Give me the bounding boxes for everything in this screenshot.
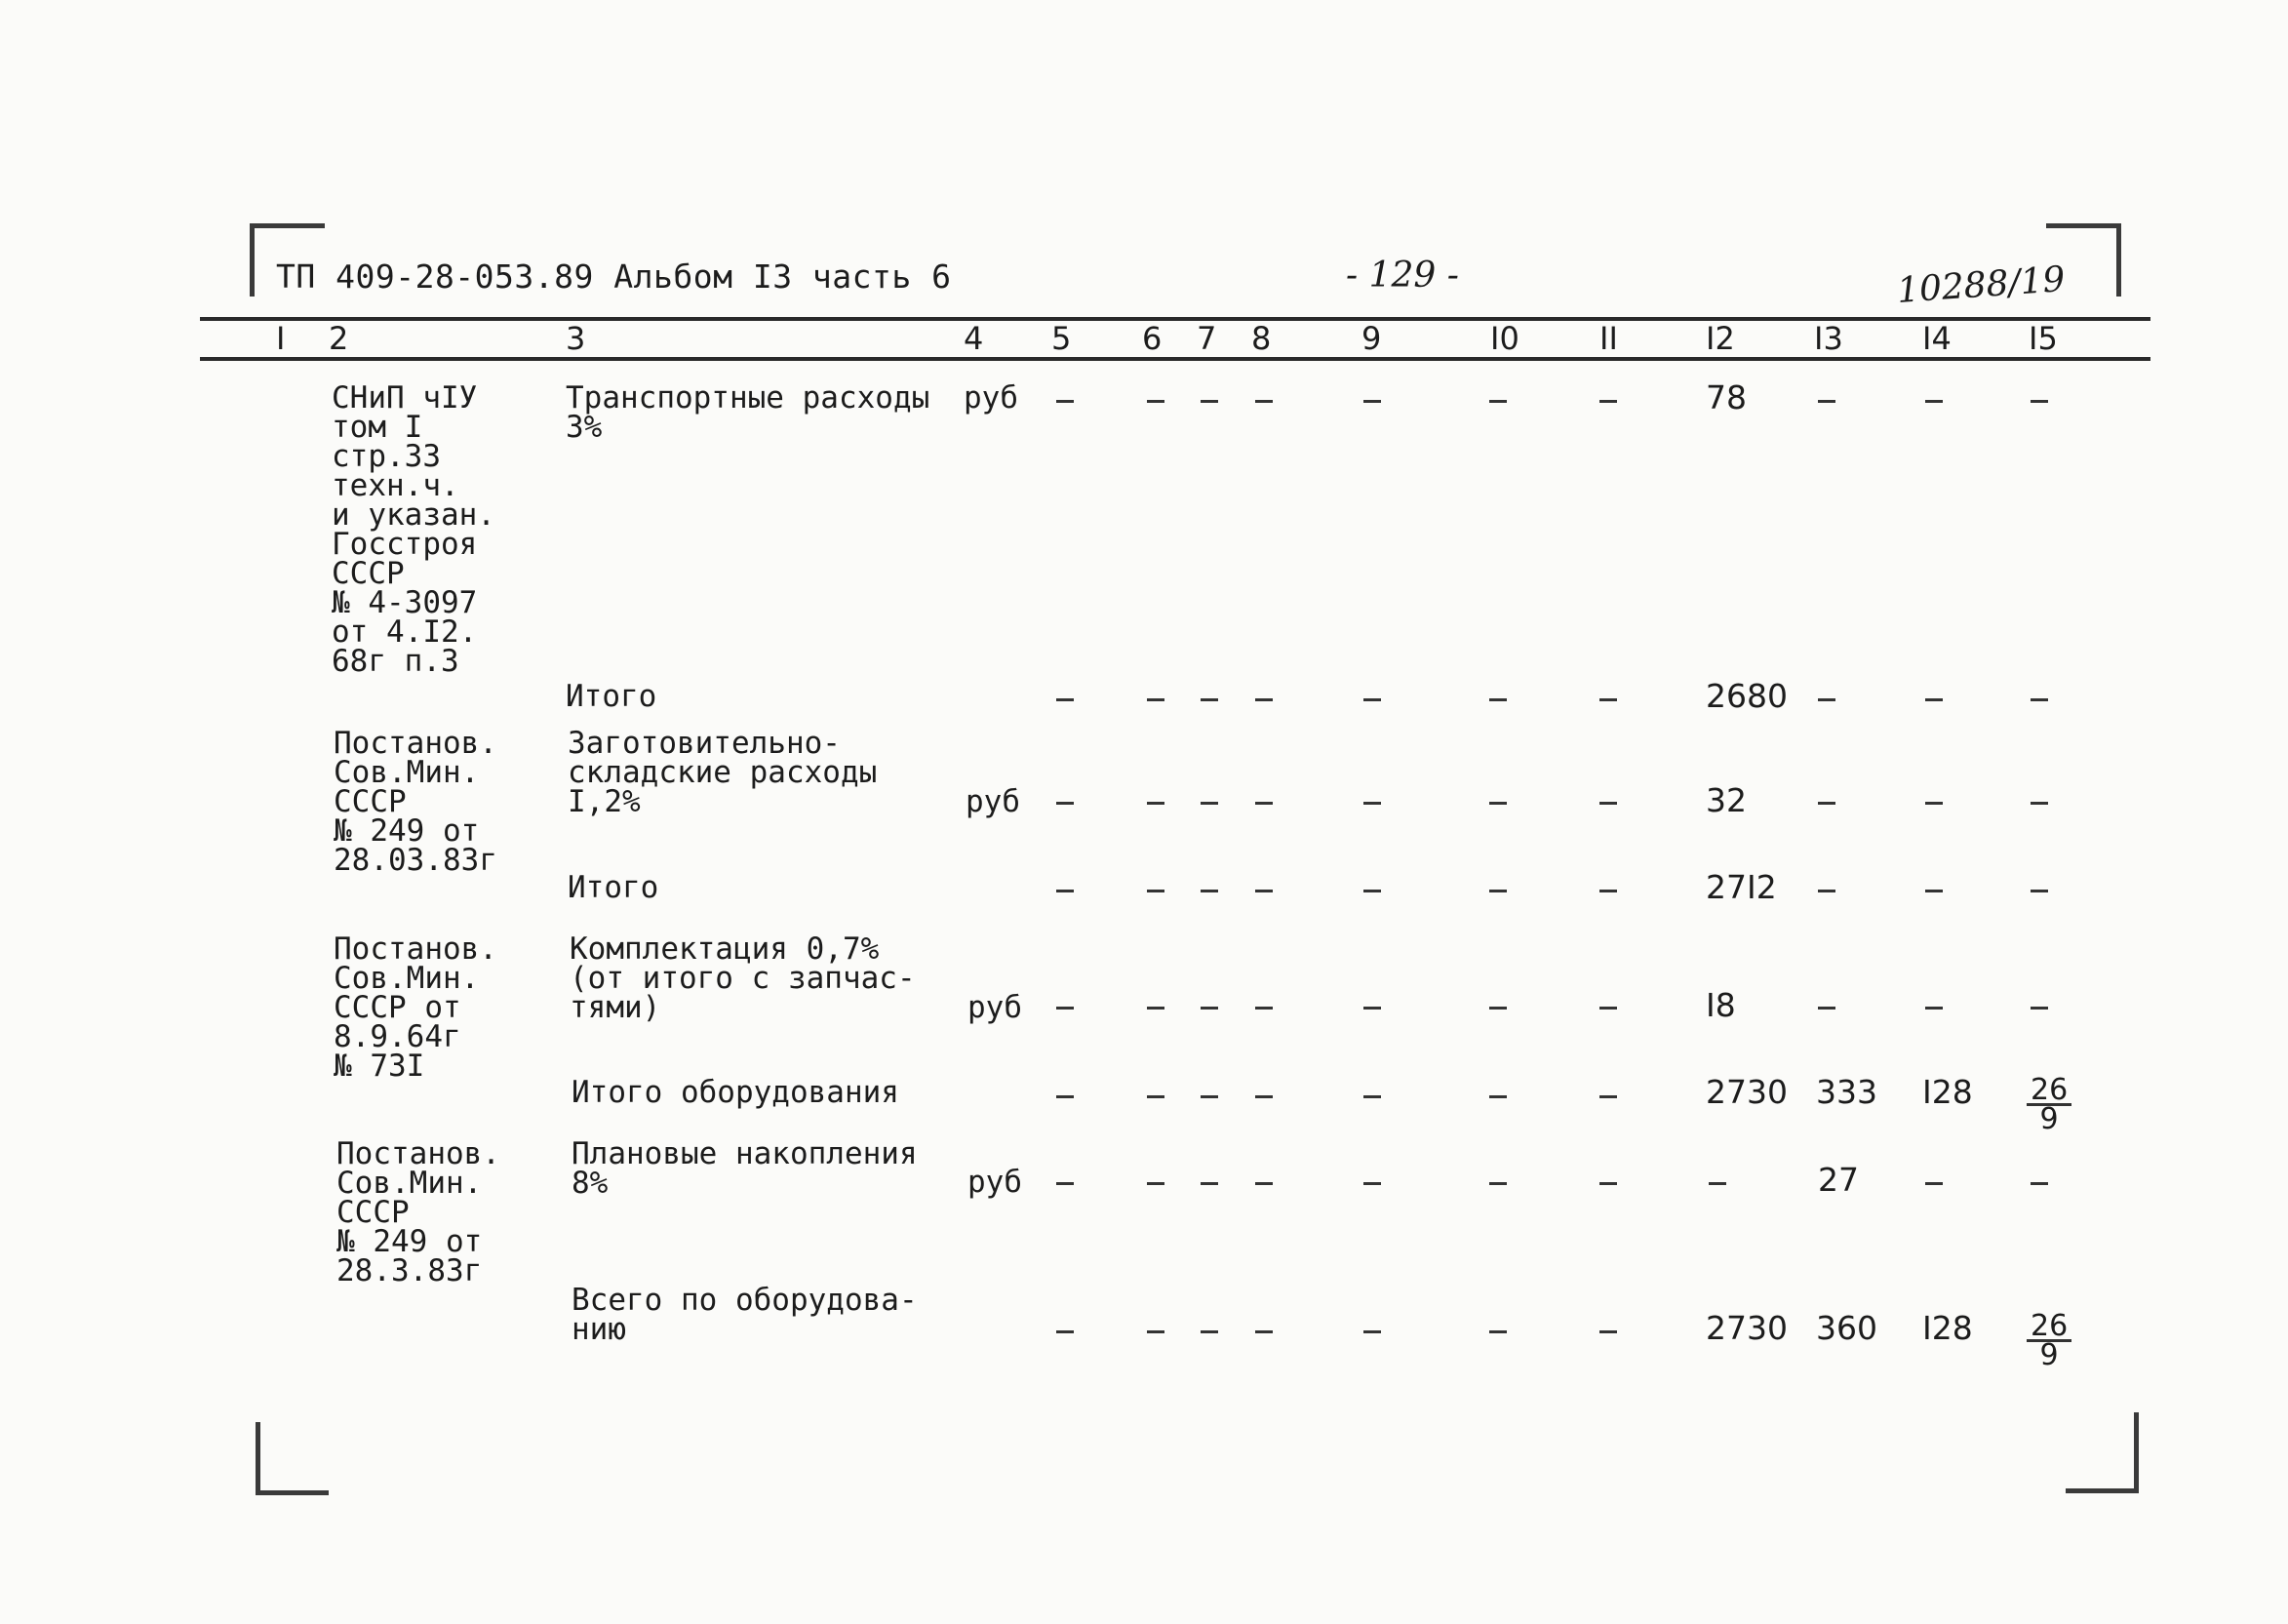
empty-cell-dash — [1489, 400, 1507, 403]
fraction-denominator: 9 — [2039, 1338, 2059, 1372]
column-number-14: I4 — [1922, 320, 1952, 357]
empty-cell-dash — [1147, 1330, 1164, 1333]
column-number-3: 3 — [566, 320, 586, 357]
value-col-13: 360 — [1816, 1309, 1877, 1347]
empty-cell-dash — [1147, 1007, 1164, 1010]
empty-cell-dash — [1255, 698, 1273, 701]
empty-cell-dash — [1925, 400, 1943, 403]
empty-cell-dash — [1255, 1182, 1273, 1185]
column-number-5: 5 — [1051, 320, 1072, 357]
value-col-12: 2680 — [1706, 677, 1788, 715]
empty-cell-dash — [1255, 802, 1273, 805]
item-name: Плановые накопления 8% — [572, 1136, 918, 1201]
empty-cell-dash — [1056, 802, 1074, 805]
empty-cell-dash — [1255, 1007, 1273, 1010]
empty-cell-dash — [1363, 890, 1381, 892]
empty-cell-dash — [1363, 1182, 1381, 1185]
empty-cell-dash — [1147, 802, 1164, 805]
empty-cell-dash — [1925, 698, 1943, 701]
page-number: - 129 - — [1346, 256, 1459, 296]
value-col-14: I28 — [1922, 1309, 1973, 1347]
value-col-12: 32 — [1706, 781, 1747, 819]
empty-cell-dash — [1201, 1095, 1218, 1098]
fraction-numerator: 26 — [2027, 1313, 2071, 1342]
empty-cell-dash — [1363, 698, 1381, 701]
empty-cell-dash — [1147, 890, 1164, 892]
value-col-12: 27I2 — [1706, 868, 1777, 906]
value-col-13: 27 — [1818, 1161, 1859, 1199]
item-name: Всего по оборудова- нию — [572, 1283, 918, 1347]
column-number-7: 7 — [1197, 320, 1217, 357]
table-top-rule — [200, 317, 2150, 321]
empty-cell-dash — [1489, 890, 1507, 892]
registration-number: 10288/19 — [1895, 259, 2067, 311]
item-name: Комплектация 0,7% (от итого с запчас- тями) — [570, 931, 916, 1025]
empty-cell-dash — [1056, 1182, 1074, 1185]
empty-cell-dash — [1363, 1095, 1381, 1098]
empty-cell-dash — [1056, 1330, 1074, 1333]
empty-cell-dash — [1201, 1182, 1218, 1185]
corner-bracket-bottom-left — [256, 1422, 329, 1495]
empty-cell-dash — [1489, 1182, 1507, 1185]
value-col-13: 333 — [1816, 1073, 1877, 1111]
empty-cell-dash — [1201, 698, 1218, 701]
column-number-4: 4 — [964, 320, 984, 357]
column-number-1: I — [276, 320, 286, 357]
source-reference: СНиП чIУ том I стр.33 техн.ч. и указан. Госстроя СССР № 4-3097 от 4.I2. 68г п.3 — [332, 380, 495, 679]
empty-cell-dash — [1818, 890, 1835, 892]
empty-cell-dash — [1056, 400, 1074, 403]
column-number-15: I5 — [2029, 320, 2058, 357]
empty-cell-dash — [1489, 1007, 1507, 1010]
empty-cell-dash — [1201, 1007, 1218, 1010]
source-reference: Постанов. Сов.Мин. СССР от 8.9.64г № 73I — [334, 931, 497, 1084]
empty-cell-dash — [1255, 400, 1273, 403]
column-number-9: 9 — [1361, 320, 1382, 357]
empty-cell-dash — [1925, 802, 1943, 805]
empty-cell-dash — [1925, 1182, 1943, 1185]
empty-cell-dash — [1599, 802, 1617, 805]
empty-cell-dash — [1599, 1182, 1617, 1185]
empty-cell-dash — [1599, 1007, 1617, 1010]
empty-cell-dash — [1147, 400, 1164, 403]
empty-cell-dash — [1489, 802, 1507, 805]
table-header-rule — [200, 357, 2150, 361]
value-col-15-fraction — [2027, 1073, 2071, 1136]
item-unit: руб — [964, 380, 1018, 416]
empty-cell-dash — [1599, 698, 1617, 701]
empty-cell-dash — [1489, 1095, 1507, 1098]
column-number-8: 8 — [1251, 320, 1272, 357]
empty-cell-dash — [1818, 698, 1835, 701]
column-number-12: I2 — [1706, 320, 1735, 357]
empty-cell-dash — [1599, 400, 1617, 403]
empty-cell-dash — [1201, 890, 1218, 892]
empty-cell-dash — [1599, 890, 1617, 892]
empty-cell-dash — [1709, 1182, 1726, 1185]
empty-cell-dash — [1818, 400, 1835, 403]
empty-cell-dash — [1363, 1330, 1381, 1333]
empty-cell-dash — [1363, 400, 1381, 403]
empty-cell-dash — [1147, 1182, 1164, 1185]
column-number-10: I0 — [1490, 320, 1519, 357]
empty-cell-dash — [1489, 1330, 1507, 1333]
value-col-15-fraction — [2027, 1309, 2071, 1372]
column-number-11: II — [1599, 320, 1618, 357]
fraction-numerator: 26 — [2027, 1077, 2071, 1106]
empty-cell-dash — [2031, 698, 2048, 701]
empty-cell-dash — [1255, 1095, 1273, 1098]
item-name: Заготовительно- складские расходы I,2% — [568, 726, 878, 819]
item-name: Итого — [568, 870, 659, 905]
item-unit: руб — [967, 990, 1022, 1025]
empty-cell-dash — [1056, 890, 1074, 892]
empty-cell-dash — [2031, 802, 2048, 805]
empty-cell-dash — [1056, 698, 1074, 701]
source-reference: Постанов. Сов.Мин. СССР № 249 от 28.3.83г — [336, 1136, 500, 1288]
column-number-13: I3 — [1814, 320, 1843, 357]
empty-cell-dash — [2031, 1007, 2048, 1010]
item-unit: руб — [967, 1165, 1022, 1200]
column-number-6: 6 — [1142, 320, 1163, 357]
corner-bracket-bottom-right — [2066, 1412, 2139, 1493]
value-col-12: I8 — [1706, 986, 1736, 1024]
empty-cell-dash — [2031, 400, 2048, 403]
empty-cell-dash — [1925, 1007, 1943, 1010]
empty-cell-dash — [1147, 698, 1164, 701]
empty-cell-dash — [1255, 890, 1273, 892]
empty-cell-dash — [2031, 1182, 2048, 1185]
empty-cell-dash — [1056, 1007, 1074, 1010]
value-col-12: 2730 — [1706, 1073, 1788, 1111]
empty-cell-dash — [1201, 802, 1218, 805]
empty-cell-dash — [1147, 1095, 1164, 1098]
source-reference: Постанов. Сов.Мин. СССР № 249 от 28.03.83г — [334, 726, 497, 878]
value-col-12: 2730 — [1706, 1309, 1788, 1347]
empty-cell-dash — [1056, 1095, 1074, 1098]
item-name: Итого оборудования — [572, 1075, 899, 1110]
empty-cell-dash — [1201, 400, 1218, 403]
empty-cell-dash — [1363, 1007, 1381, 1010]
empty-cell-dash — [1201, 1330, 1218, 1333]
item-unit: руб — [966, 784, 1020, 819]
column-number-2: 2 — [329, 320, 349, 357]
empty-cell-dash — [1255, 1330, 1273, 1333]
empty-cell-dash — [1925, 890, 1943, 892]
empty-cell-dash — [1599, 1330, 1617, 1333]
item-name: Итого — [566, 679, 657, 714]
empty-cell-dash — [2031, 890, 2048, 892]
empty-cell-dash — [1818, 1007, 1835, 1010]
empty-cell-dash — [1363, 802, 1381, 805]
item-name: Транспортные расходы 3% — [566, 380, 930, 445]
empty-cell-dash — [1818, 802, 1835, 805]
value-col-12: 78 — [1706, 378, 1747, 416]
fraction-denominator: 9 — [2039, 1102, 2059, 1136]
value-col-14: I28 — [1922, 1073, 1973, 1111]
empty-cell-dash — [1599, 1095, 1617, 1098]
document-title: ТП 409-28-053.89 Альбом I3 часть 6 — [276, 257, 952, 296]
empty-cell-dash — [1489, 698, 1507, 701]
